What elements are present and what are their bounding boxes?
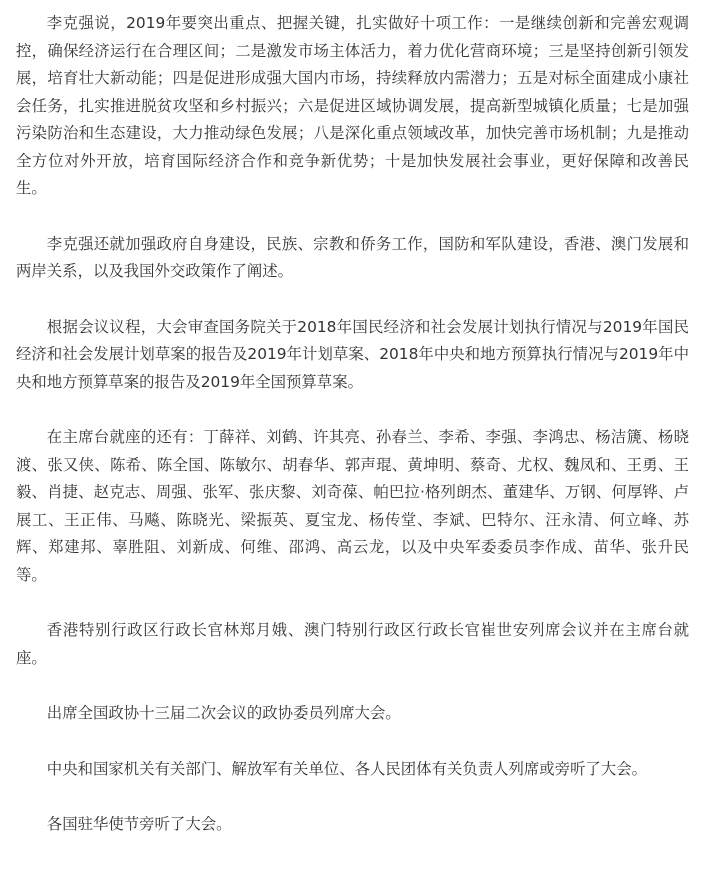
paragraph-cppcc-members: 出席全国政协十三届二次会议的政协委员列席大会。	[46, 704, 401, 722]
paragraph-chief-executives: 香港特别行政区行政长官林郑月娥、澳门特别行政区行政长官崔世安列席会议并在主席台就座。	[16, 621, 689, 667]
paragraph-ten-tasks: 李克强说，2019年要突出重点、把握关键，扎实做好十项工作：一是继续创新和完善宏观调控，确保经济运行在合理区间；二是激发市场主体活力，着力优化营商环境；三是坚持创新引领发展，培育壮大新动能；四是促进形成强大国内市场，持续释放内需潜力；五是对标全面建成小康社会任务，扎实推进脱贫攻坚和乡村振兴；六是促进区域协调发展，提高新型城镇化质量；七是加强污染防治和生态建设，大力推动绿色发展；八是深化重点领域改革，加快完善市场机制；九是推动全方位对外开放，培育国际经济合作和竞争新优势；十是加快发展社会事业，更好保障和改善民生。	[16, 14, 689, 197]
paragraph-budget-review: 根据会议议程，大会审查国务院关于2018年国民经济和社会发展计划执行情况与2019年国民经济和社会发展计划草案的报告及2019年计划草案、2018年中央和地方预算执行情况与2019年中央和地方预算草案的报告及2019年全国预算草案。	[16, 317, 689, 391]
paragraph-diplomatic-envoys: 各国驻华使节旁听了大会。	[46, 815, 232, 833]
paragraph-central-organs: 中央和国家机关有关部门、解放军有关单位、各人民团体有关负责人列席或旁听了大会。	[46, 759, 648, 778]
paragraph-rostrum-attendees: 在主席台就座的还有：丁薛祥、刘鹤、许其亮、孙春兰、李希、李强、李鸿忠、杨洁篪、杨晓渡、张又侠、陈希、陈全国、陈敏尔、胡春华、郭声琨、黄坤明、蔡奇、尤权、魏凤和、王勇、王毅、肖捷、赵克志、周强、张军、张庆黎、刘奇葆、帕巴拉·格列朗杰、董建华、万钢、何厚铧、卢展工、王正伟、马飚、陈晓光、梁振英、夏宝龙、杨传堂、李斌、巴特尔、汪永清、何立峰、苏辉、郑建邦、辜胜阻、刘新成、何维、邵鸿、高云龙，以及中央军委委员李作成、苗华、张升民等。	[16, 428, 689, 584]
article-body	[16, 10, 689, 867]
paragraph-government-building: 李克强还就加强政府自身建设，民族、宗教和侨务工作，国防和军队建设，香港、澳门发展和两岸关系，以及我国外交政策作了阐述。	[16, 234, 689, 280]
